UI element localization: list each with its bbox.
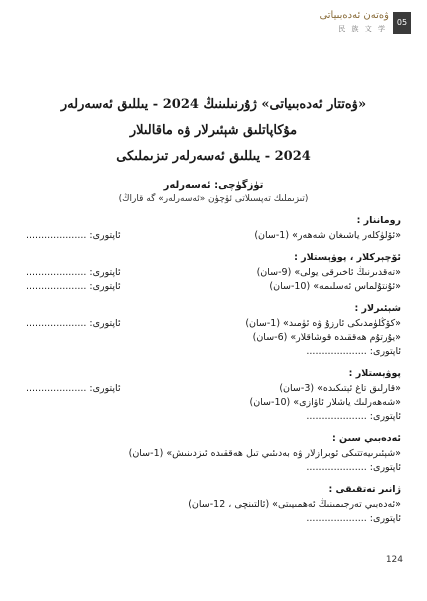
- section-title: ژانىر تەتقىقى :: [328, 484, 401, 495]
- work-author: ئاپتورى: ....................: [26, 281, 121, 292]
- page-number: 124: [385, 555, 403, 565]
- compiler-block: [20, 180, 407, 204]
- title-line-2: مۇكاپاتلىق شېئىرلار ۋە ماقالىلار: [129, 123, 298, 138]
- section-criticism: [26, 432, 401, 475]
- magazine-subtitle: 民 族 文 学: [338, 25, 387, 33]
- compiler-name: تۈزگۈچى: ئەسەرلەر: [163, 180, 264, 191]
- section-title: ئەدەبىي سىن :: [331, 433, 401, 444]
- section-title: پوۋېستلار :: [348, 368, 401, 379]
- work-author: ئاپتورى: ....................: [26, 267, 121, 278]
- magazine-title: ۋەتەن ئەدەبىياتى: [319, 10, 389, 21]
- work-title: «كۆڭلۈمدىكى ئارزۇ ۋە ئۈمىد» (1-سان): [245, 318, 401, 329]
- work-title: «ئۆلۈكلەر ياشىغان شەھەر» (1-سان): [254, 230, 401, 241]
- work-title: «ئەدەبىي تەرجىمىنىڭ ئەھمىيىتى» (ئالتىنچى ، 12-سان): [188, 499, 401, 510]
- section-title: ئۆچېركلار ، پوۋېستلار :: [294, 252, 401, 263]
- list-item: [26, 317, 401, 331]
- work-author: ئاپتورى: ....................: [306, 513, 401, 524]
- list-item: [26, 331, 401, 345]
- list-item: [26, 280, 401, 294]
- award-sections: [26, 214, 401, 534]
- work-title: «قارلىق تاغ ئېتىكىدە» (3-سان): [279, 383, 401, 394]
- title-line-3: 2024 - يىللىق ئەسەرلەر تىزىملىكى: [116, 149, 311, 164]
- work-author: ئاپتورى: ....................: [26, 318, 121, 329]
- list-item: [26, 396, 401, 410]
- work-title: «شېئىرىيەتتىكى ئوبرازلار ۋە بەدىئىي تىل ھەققىدە ئىزدىنىش» (1-سان): [128, 448, 401, 459]
- section-title: شېئىرلار :: [354, 303, 401, 314]
- section-poetry: [26, 302, 401, 359]
- work-author: ئاپتورى: ....................: [26, 383, 121, 394]
- work-title: «شەھەرلىك ياشلار ئاۋازى» (10-سان): [249, 397, 401, 408]
- section-genre-study: [26, 483, 401, 526]
- section-title: روماننار :: [356, 215, 401, 226]
- compiler-note: (تىزىملىك تەپسىلاتى ئۈچۈن «ئەسەرلەر» گە قاراڭ): [118, 194, 309, 204]
- work-title: «تەقدىرنىڭ ئاخىرقى يولى» (9-سان): [256, 267, 401, 278]
- work-author: ئاپتورى: ....................: [306, 411, 401, 422]
- list-item: [26, 382, 401, 396]
- work-title: «يۇرتۇم ھەققىدە قوشاقلار» (6-سان): [252, 332, 401, 343]
- list-item: [26, 266, 401, 280]
- magazine-logo-badge: 05: [393, 12, 411, 34]
- magazine-header: [293, 10, 411, 40]
- section-novels: [26, 214, 401, 243]
- list-item: [26, 229, 401, 243]
- section-novellas: [26, 367, 401, 424]
- work-author: ئاپتورى: ....................: [306, 462, 401, 473]
- work-author: ئاپتورى: ....................: [306, 346, 401, 357]
- section-essays: [26, 251, 401, 294]
- work-author: ئاپتورى: ....................: [26, 230, 121, 241]
- work-title: «ئۇنتۇلماس ئەسلىمە» (10-سان): [269, 281, 401, 292]
- title-line-1: «ۋەتتار ئەدەبىياتى» ژۇرنىلىنىڭ 2024 - يىللىق ئەسەرلەر: [60, 97, 367, 112]
- title-block: [20, 94, 407, 172]
